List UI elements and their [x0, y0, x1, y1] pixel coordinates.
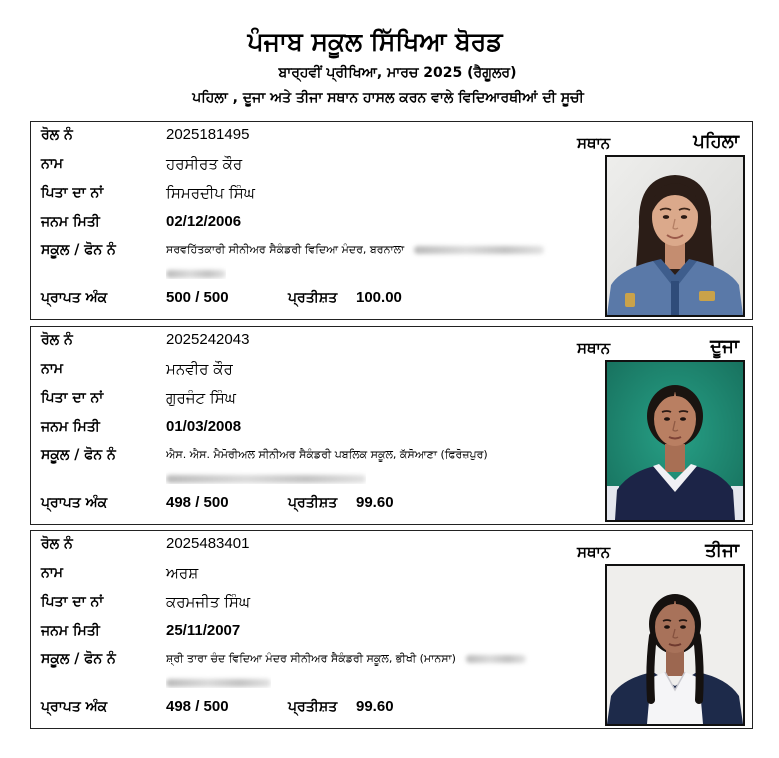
school-name: ਐਸ. ਐਸ. ਮੈਮੋਰੀਅਲ ਸੀਨੀਅਰ ਸੈਕੰਡਰੀ ਪਬਲਿਕ ਸਕੂਲ, ਕੱਸੋਆਣਾ (ਫਿਰੋਜ਼ਪੁਰ) — [166, 448, 488, 461]
name-label: ਨਾਮ — [41, 361, 63, 377]
roll-label: ਰੋਲ ਨੰ — [41, 127, 73, 143]
list-caption: ਪਹਿਲਾ , ਦੂਜਾ ਅਤੇ ਤੀਜਾ ਸਥਾਨ ਹਾਸਲ ਕਰਨ ਵਾਲੇ ਵਿਦਿਆਰਥੀਆਂ ਦੀ ਸੂਚੀ — [192, 90, 584, 106]
redacted-phone — [166, 679, 271, 687]
school-line — [166, 240, 586, 260]
dob-label: ਜਨਮ ਮਿਤੀ — [41, 214, 100, 230]
father-name-label: ਪਿਤਾ ਦਾ ਨਾਂ — [41, 594, 104, 610]
marks-label: ਪ੍ਰਾਪਤ ਅੰਕ — [41, 495, 108, 511]
student-photo — [605, 564, 745, 726]
father-name-label: ਪਿਤਾ ਦਾ ਨਾਂ — [41, 390, 104, 406]
roll-label: ਰੋਲ ਨੰ — [41, 536, 73, 552]
marks-label: ਪ੍ਰਾਪਤ ਅੰਕ — [41, 290, 108, 306]
exam-subtitle: ਬਾਰ੍ਹਵੀਂ ਪ੍ਰੀਖਿਆ, ਮਾਰਚ 2025 (ਰੈਗੂਲਰ) — [278, 65, 517, 81]
percent-value: 100.00 — [356, 289, 402, 306]
date-of-birth: 02/12/2006 — [166, 213, 242, 230]
roll-number: 2025242043 — [166, 331, 250, 348]
name-label: ਨਾਮ — [41, 565, 63, 581]
student-card — [30, 326, 753, 525]
redacted-phone-line — [166, 468, 366, 484]
school-line — [166, 649, 586, 669]
redacted-phone — [466, 655, 526, 663]
position-label: ਸਥਾਨ — [577, 134, 611, 152]
student-name: ਮਨਵੀਰ ਕੌਰ — [166, 360, 233, 378]
position-label: ਸਥਾਨ — [577, 339, 611, 357]
percent-value: 99.60 — [356, 494, 394, 511]
position-value: ਤੀਜਾ — [705, 540, 739, 561]
date-of-birth: 25/11/2007 — [166, 622, 241, 639]
school-label: ਸਕੂਲ / ਫੋਨ ਨੰ — [41, 242, 116, 258]
position-value: ਪਹਿਲਾ — [693, 131, 739, 152]
student-portrait-image — [607, 566, 743, 724]
school-name: ਸਰਵਹਿੱਤਕਾਰੀ ਸੀਨੀਅਰ ਸੈਕੰਡਰੀ ਵਿਦਿਆ ਮੰਦਰ, ਬਰਨਾਲਾ — [166, 243, 405, 256]
school-label: ਸਕੂਲ / ਫੋਨ ਨੰ — [41, 651, 116, 667]
date-of-birth: 01/03/2008 — [166, 418, 242, 435]
school-name: ਸ਼੍ਰੀ ਤਾਰਾ ਚੰਦ ਵਿਦਿਆ ਮੰਦਰ ਸੀਨੀਅਰ ਸੈਕੰਡਰੀ ਸਕੂਲ, ਭੀਖੀ (ਮਾਨਸਾ) — [166, 652, 456, 665]
roll-number: 2025483401 — [166, 535, 250, 552]
school-line — [166, 445, 586, 465]
percent-label: ਪ੍ਰਤੀਸ਼ਤ — [288, 495, 338, 511]
redacted-phone — [166, 270, 226, 278]
percent-value: 99.60 — [356, 698, 394, 715]
board-title: ਪੰਜਾਬ ਸਕੂਲ ਸਿੱਖਿਆ ਬੋਰਡ — [247, 27, 503, 56]
father-name-label: ਪਿਤਾ ਦਾ ਨਾਂ — [41, 185, 104, 201]
redacted-phone — [414, 246, 544, 254]
marks-obtained: 498 / 500 — [166, 698, 229, 715]
student-card — [30, 121, 753, 320]
student-name: ਹਰਸੀਰਤ ਕੌਰ — [166, 155, 243, 173]
student-portrait-image — [607, 362, 743, 520]
dob-label: ਜਨਮ ਮਿਤੀ — [41, 419, 100, 435]
position-value: ਦੂਜਾ — [710, 336, 739, 357]
student-card — [30, 530, 753, 729]
redacted-phone-line — [166, 263, 226, 279]
student-photo — [605, 360, 745, 522]
redacted-phone — [166, 475, 366, 483]
student-photo — [605, 155, 745, 317]
position-label: ਸਥਾਨ — [577, 543, 611, 561]
father-name: ਕਰਮਜੀਤ ਸਿੰਘ — [166, 593, 251, 611]
student-name: ਅਰਸ਼ — [166, 564, 199, 582]
school-label: ਸਕੂਲ / ਫੋਨ ਨੰ — [41, 447, 116, 463]
roll-number: 2025181495 — [166, 126, 250, 143]
roll-label: ਰੋਲ ਨੰ — [41, 332, 73, 348]
marks-obtained: 498 / 500 — [166, 494, 229, 511]
redacted-phone-line — [166, 672, 271, 688]
marks-label: ਪ੍ਰਾਪਤ ਅੰਕ — [41, 699, 108, 715]
name-label: ਨਾਮ — [41, 156, 63, 172]
student-portrait-image — [607, 157, 743, 315]
dob-label: ਜਨਮ ਮਿਤੀ — [41, 623, 100, 639]
father-name: ਗੁਰਜੰਟ ਸਿੰਘ — [166, 389, 236, 407]
father-name: ਸਿਮਰਦੀਪ ਸਿੰਘ — [166, 184, 255, 202]
percent-label: ਪ੍ਰਤੀਸ਼ਤ — [288, 290, 338, 306]
percent-label: ਪ੍ਰਤੀਸ਼ਤ — [288, 699, 338, 715]
marks-obtained: 500 / 500 — [166, 289, 229, 306]
